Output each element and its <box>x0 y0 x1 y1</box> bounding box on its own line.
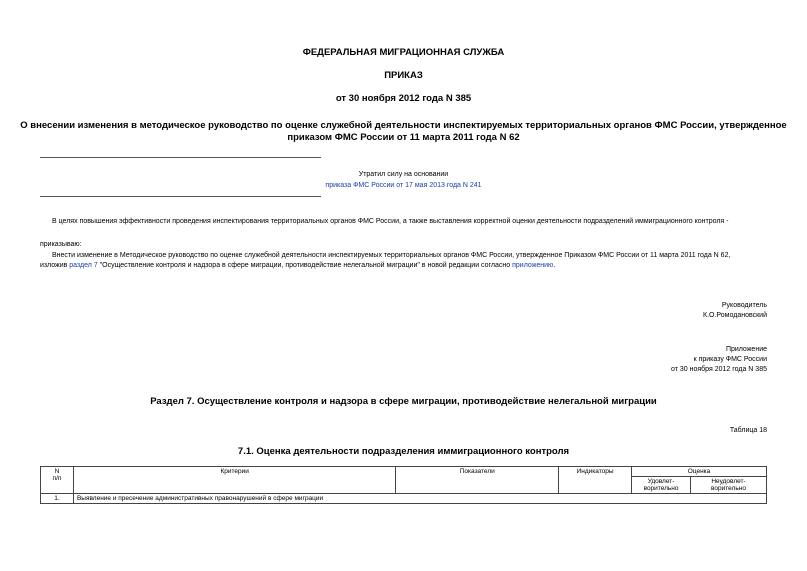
table-number: Таблица 18 <box>729 427 767 434</box>
criteria-table <box>40 466 767 504</box>
doc-date-number: от 30 ноября 2012 года N 385 <box>335 93 472 104</box>
section-title: Раздел 7. Осуществление контроля и надзора в сфере миграции, противодействие нелегальной миграции <box>150 396 657 407</box>
appendix-line-3: от 30 ноября 2012 года N 385 <box>671 366 767 373</box>
appendix-link[interactable]: приложению <box>512 262 554 269</box>
paragraph-order: Внести изменение в Методическое руководство по оценке служебной деятельности инспектируемых территориальных органов ФМС России, утвержденное Приказом ФМС России от 11 марта 2011 года N 62, <box>52 252 731 259</box>
section7-link[interactable]: раздел 7 <box>69 262 98 269</box>
doc-type: ПРИКАЗ <box>384 70 423 81</box>
header-criteria: Критерии <box>73 467 395 494</box>
document-title <box>0 120 807 144</box>
table-row <box>41 494 767 504</box>
agency-name: ФЕДЕРАЛЬНАЯ МИГРАЦИОННАЯ СЛУЖБА <box>302 47 505 58</box>
validity-note: Утратил силу на основании <box>358 171 449 178</box>
header-unsatisfactory: Неудовлет- ворительно <box>691 477 767 494</box>
row-number: 1. <box>41 494 74 504</box>
header-score: Оценка <box>632 467 767 477</box>
header-number: N п/п <box>41 467 74 494</box>
orders-word: приказываю: <box>40 241 82 248</box>
signature-name: К.О.Ромодановский <box>703 312 767 319</box>
paragraph-order-cont: изложив раздел 7 "Осуществление контроля и надзора в сфере миграции, противодействие нелегальной миграции" в новой редакции согласно приложению. <box>40 262 556 269</box>
header-indicators: Показатели <box>396 467 559 494</box>
divider-bottom <box>40 196 321 197</box>
signature-block <box>703 301 767 321</box>
validity-link[interactable]: приказа ФМС России от 17 мая 2013 года N 241 <box>325 182 482 189</box>
row-text: Выявление и пресечение административных правонарушений в сфере миграции <box>73 494 766 504</box>
signature-role: Руководитель <box>721 302 767 309</box>
appendix-block <box>671 345 767 375</box>
title-line-2: приказом ФМС России от 11 марта 2011 года N 62 <box>287 132 520 143</box>
header-indic: Индикаторы <box>559 467 632 494</box>
paragraph-purpose: В целях повышения эффективности проведения инспектирования территориальных органов ФМС России, а также выставления корректной оценки деятельности подразделений иммиграционного контроля - <box>52 218 729 225</box>
table-subtitle: 7.1. Оценка деятельности подразделения иммиграционного контроля <box>237 446 570 457</box>
appendix-line-2: к приказу ФМС России <box>693 356 767 363</box>
title-line-1: О внесении изменения в методическое руководство по оценке служебной деятельности инспектируемых территориальных органов ФМС России, утвержденное <box>20 120 787 131</box>
appendix-line-1: Приложение <box>725 346 767 353</box>
header-satisfactory: Удовлет- ворительно <box>632 477 691 494</box>
divider-top <box>40 157 321 158</box>
